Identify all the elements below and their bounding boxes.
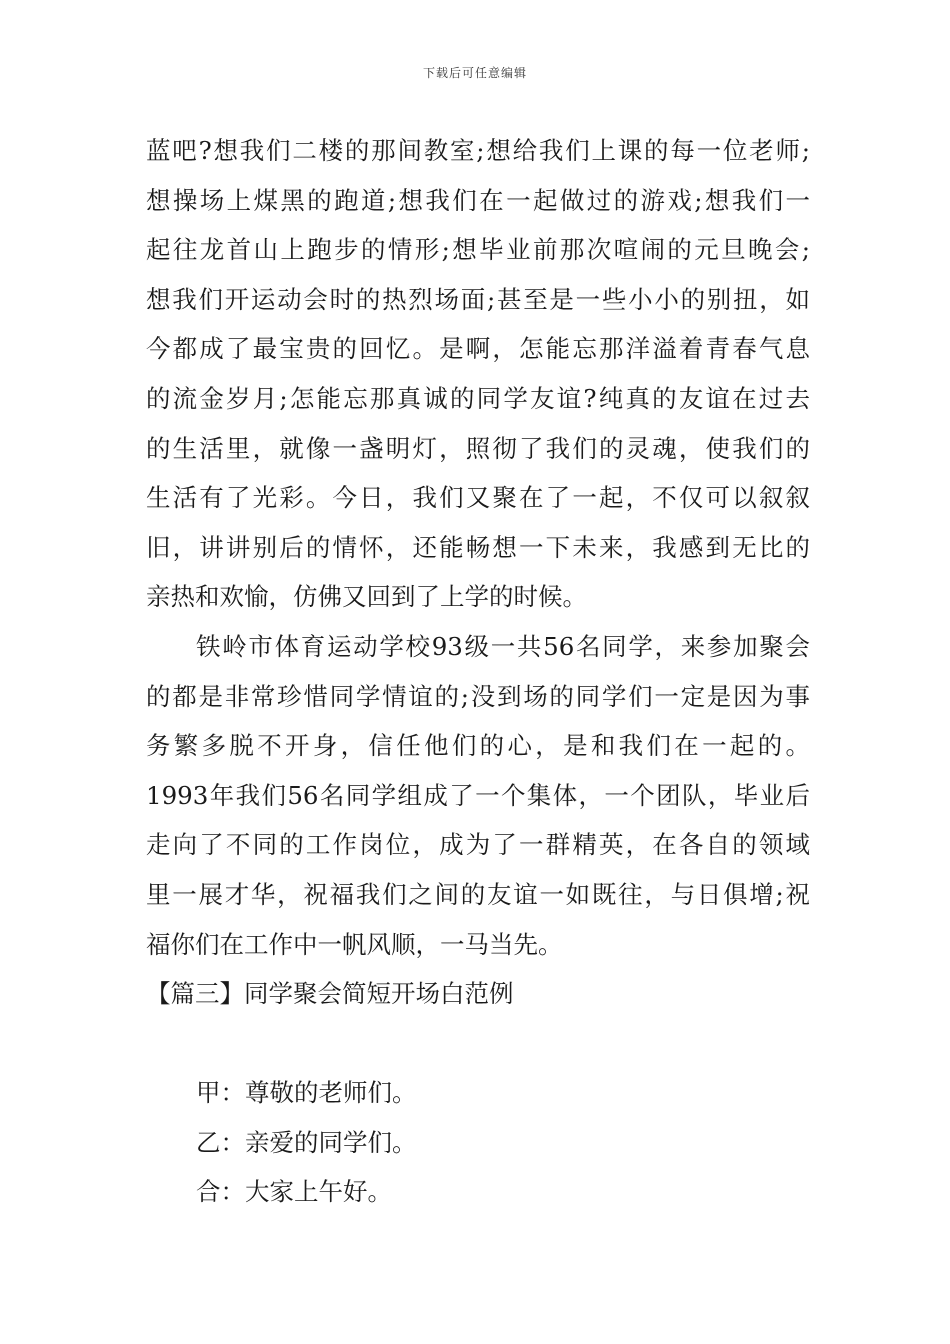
paragraph-line: 走向了不同的工作岗位，成为了一群精英，在各自的领域 bbox=[146, 830, 810, 860]
paragraph-line: 里一展才华，祝福我们之间的友谊一如既往，与日俱增;祝 bbox=[146, 879, 810, 909]
paragraph-line: 铁岭市体育运动学校93级一共56名同学，来参加聚会 bbox=[196, 631, 810, 661]
paragraph-1 bbox=[146, 126, 810, 622]
paragraph-line: 的生活里，就像一盏明灯，照彻了我们的灵魂，使我们的 bbox=[146, 433, 810, 463]
paragraph-line: 想我们开运动会时的热烈场面;甚至是一些小小的别扭，如 bbox=[146, 284, 810, 314]
dialog-line: 甲：尊敬的老师们。 bbox=[196, 1078, 417, 1108]
document-body bbox=[146, 126, 810, 1217]
page-header: 下载后可任意编辑 bbox=[422, 66, 527, 80]
paragraph-line: 旧，讲讲别后的情怀，还能畅想一下未来，我感到无比的 bbox=[146, 532, 810, 562]
paragraph-line: 的都是非常珍惜同学情谊的;没到场的同学们一定是因为事 bbox=[146, 681, 810, 711]
paragraph-line: 1993年我们56名同学组成了一个集体，一个团队，毕业后 bbox=[146, 780, 810, 810]
dialog-line: 合：大家上午好。 bbox=[196, 1177, 392, 1207]
paragraph-line: 亲热和欢愉，仿佛又回到了上学的时候。 bbox=[146, 582, 587, 612]
paragraph-line: 想操场上煤黑的跑道;想我们在一起做过的游戏;想我们一 bbox=[146, 185, 810, 215]
dialog-line: 乙：亲爱的同学们。 bbox=[196, 1127, 417, 1157]
paragraph-line: 蓝吧?想我们二楼的那间教室;想给我们上课的每一位老师; bbox=[146, 136, 810, 165]
paragraph-line: 的流金岁月;怎能忘那真诚的同学友谊?纯真的友谊在过去 bbox=[146, 383, 810, 413]
paragraph-line: 务繁多脱不开身，信任他们的心，是和我们在一起的。 bbox=[146, 731, 810, 761]
paragraph-line: 今都成了最宝贵的回忆。是啊，怎能忘那洋溢着青春气息 bbox=[146, 334, 810, 364]
paragraph-line: 生活有了光彩。今日，我们又聚在了一起，不仅可以叙叙 bbox=[146, 483, 810, 513]
blank-line bbox=[146, 1019, 810, 1069]
paragraph-line: 起往龙首山上跑步的情形;想毕业前那次喧闹的元旦晚会; bbox=[146, 235, 810, 265]
paragraph-2 bbox=[146, 622, 810, 969]
paragraph-line: 福你们在工作中一帆风顺，一马当先。 bbox=[146, 929, 563, 959]
dialog-block bbox=[146, 1068, 810, 1217]
section-title: 【篇三】同学聚会简短开场白范例 bbox=[146, 979, 514, 1009]
